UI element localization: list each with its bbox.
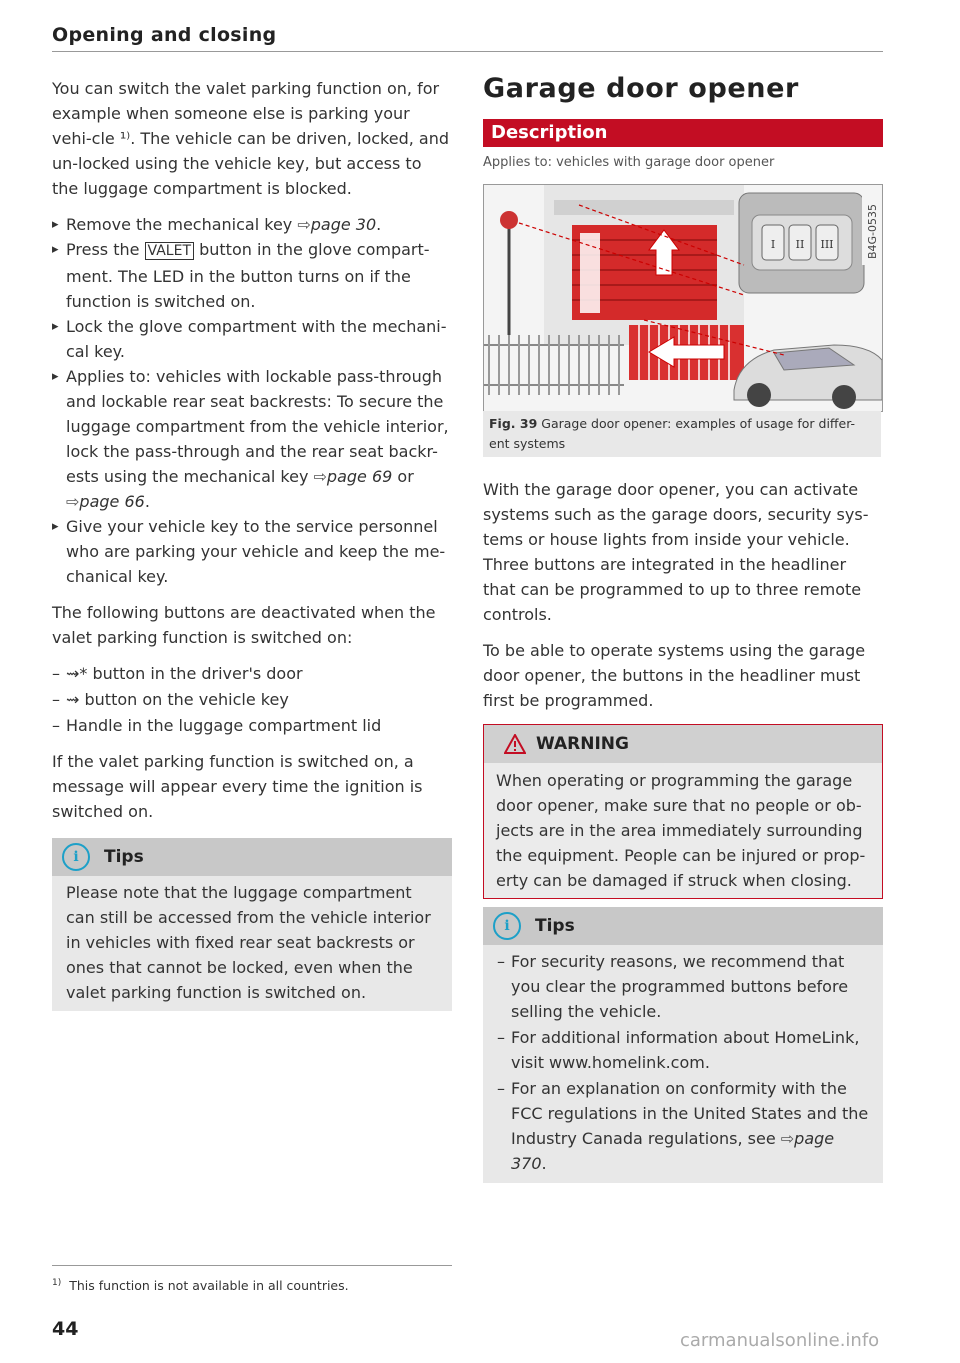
page-link-arrow-icon: ⇨ [297, 215, 311, 234]
warning-body: When operating or programming the garage door opener, make sure that no people or ob-jects are in the area immediately surrounding the equipment. People can be injured or prop-erty can be damaged if struck when closing. [496, 771, 866, 890]
list-item [52, 314, 452, 364]
message-paragraph: If the valet parking function is switched on, a message will appear every time the ignition is switched on. [52, 752, 423, 821]
info-icon: i [62, 843, 90, 871]
bullet-text: Remove the mechanical key [66, 215, 298, 234]
garage-illustration [484, 185, 882, 411]
warning-title: WARNING [536, 733, 629, 754]
page-reference-link[interactable]: page 30 [310, 215, 377, 234]
page-reference-link[interactable]: page 69 [326, 467, 393, 486]
bullet-text: . [376, 215, 382, 234]
watermark: carmanualsonline.info [680, 1330, 880, 1351]
list-item: – For additional information about HomeLink, visit www.homelink.com. [497, 1025, 869, 1075]
page-title: Garage door opener [483, 73, 799, 104]
tips-title: Tips [535, 915, 575, 936]
warning-header [484, 725, 882, 763]
applies-to-note: Applies to: vehicles with garage door opener [483, 155, 775, 170]
warning-triangle-icon [504, 734, 526, 754]
tips-body [483, 945, 883, 1183]
list-item: – Handle in the luggage compartment lid [52, 713, 452, 738]
page-link-arrow-icon: ⇨ [313, 467, 327, 486]
deactivated-intro: The following buttons are deactivated when the valet parking function is switched on: [52, 603, 436, 647]
page-number: 44 [52, 1318, 79, 1340]
page-link-arrow-icon: ⇨ [66, 492, 80, 511]
button-label: I [770, 238, 776, 251]
tips-title: Tips [104, 846, 144, 867]
footnote-mark: 1) [52, 1278, 62, 1288]
left-column [52, 76, 452, 1011]
figure-label: Fig. 39 [489, 416, 538, 431]
header-divider [52, 51, 883, 52]
tips-header [483, 907, 883, 945]
instruction-list [52, 212, 452, 589]
button-label: II [795, 238, 805, 251]
bullet-text: button in the glove compart-ment. The LED in the button turns on if the function is switched on. [66, 240, 430, 311]
list-item [52, 212, 452, 237]
bullet-text: Give your vehicle key to the service personnel who are parking your vehicle and keep the me-chanical key. [66, 517, 446, 586]
list-item: – For security reasons, we recommend that you clear the programmed buttons before selling the vehicle. [497, 949, 869, 1024]
page-reference-link[interactable]: page 370 [511, 1129, 835, 1173]
footnote-divider [52, 1265, 452, 1266]
description-paragraph: With the garage door opener, you can activate systems such as the garage doors, security sys-tems or house lights from inside your vehicle. Three buttons are integrated in the headliner that can be programmed to up to three remote controls. [483, 480, 869, 624]
description-section-bar: Description [483, 119, 883, 147]
bullet-text: Press the [66, 240, 145, 259]
info-icon: i [493, 912, 521, 940]
footnote [52, 1278, 349, 1293]
figure-caption-text: Garage door opener: examples of usage for differ-ent systems [489, 416, 856, 451]
page-reference-link[interactable]: page 66 [79, 492, 145, 511]
bullet-text: or [392, 467, 414, 486]
right-body [483, 477, 883, 724]
intro-paragraph: You can switch the valet parking function on, for example when someone else is parking your vehi-cle ¹⁾. The vehicle can be driven, locked, and un-locked using the vehicle key, but access to the luggage compartment is blocked. [52, 79, 449, 198]
tip-text: For an explanation on conformity with the FCC regulations in the United States and the Industry Canada regulations, see [511, 1079, 869, 1148]
tips-box [483, 907, 883, 1183]
figure-code: B4G-0535 [866, 203, 879, 259]
list-item [52, 364, 452, 514]
list-item [52, 237, 452, 314]
deactivated-list [52, 661, 452, 738]
list-item: – ⇝ button on the vehicle key [52, 687, 452, 712]
section-header: Opening and closing [52, 24, 277, 46]
button-label: III [820, 238, 834, 251]
figure-caption [483, 411, 881, 457]
tip-text: . [541, 1154, 547, 1173]
list-item: – ⇝* button in the driver's door [52, 661, 452, 686]
page-link-arrow-icon: ⇨ [780, 1129, 795, 1148]
garage-door-figure [483, 184, 883, 412]
bullet-text: . [144, 492, 150, 511]
list-item [497, 1076, 869, 1176]
warning-box [483, 724, 883, 899]
tips-box [52, 838, 452, 1011]
bullet-text: Applies to: vehicles with lockable pass-through and lockable rear seat backrests: To secure the luggage compartment from the vehicle interior, lock the pass-through and the rear seat backr-ests using the mechanical key [66, 367, 449, 486]
valet-key-label: VALET [145, 242, 194, 260]
list-item [52, 514, 452, 589]
tips-header [52, 838, 452, 876]
tips-body: Please note that the luggage compartment can still be accessed from the vehicle interior in vehicles with fixed rear seat backrests or ones that cannot be locked, even when the valet parking function is switched on. [66, 883, 431, 1002]
bullet-text: Lock the glove compartment with the mechani-cal key. [66, 317, 447, 361]
programming-paragraph: To be able to operate systems using the garage door opener, the buttons in the headliner must first be programmed. [483, 641, 866, 710]
footnote-text: This function is not available in all countries. [69, 1278, 349, 1294]
